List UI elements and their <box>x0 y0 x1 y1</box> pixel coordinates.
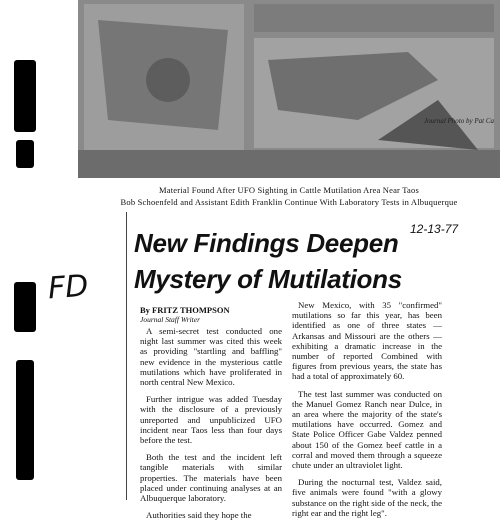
byline: By FRITZ THOMPSON <box>140 305 230 315</box>
photo-caption <box>78 180 500 212</box>
handwritten-date: 12-13-77 <box>410 222 459 236</box>
headline-line-2: Mystery of Mutilations <box>134 264 402 294</box>
binder-mark-lower <box>16 360 34 480</box>
caption-line-1: Material Found After UFO Sighting in Cattle Mutilation Area Near Taos <box>159 185 419 195</box>
byline-title: Journal Staff Writer <box>140 315 200 324</box>
paragraph: Authorities said they hope the <box>146 510 252 521</box>
paragraph: Both the test and the incident left tangible materials with similar properties. The materials have been placed under continuing analyses at an Albuquerque laboratory. <box>140 452 282 504</box>
paragraph: A semi-secret test conducted one night last summer was cited this week as providing "startling and baffling" new evidence in the mysterious cattle mutilations which have proliferated in north central New Mexico. <box>140 326 282 388</box>
binder-mark-top <box>14 60 36 132</box>
paragraph: New Mexico, with 35 "confirmed" mutilations so far this year, has been identified as one of three states — Arkansas and Missouri are the others — exhibiting a dramatic increase in the number of reported Combined with figures from previous years, the state has had a total of approximately 60. <box>292 300 442 382</box>
caption-line-2: Bob Schoenfeld and Assistant Edith Franklin Continue With Laboratory Tests in Albuquerque <box>120 197 458 207</box>
binder-mark-bottom <box>14 282 36 332</box>
paragraph: During the nocturnal test, Valdez said, five animals were found "with a glowy substance on the right side of the neck, the right ear and the right leg". <box>292 477 442 518</box>
paragraph: The test last summer was conducted on the Manuel Gomez Ranch near Dulce, in an area where the majority of the state's mutilations have occurred. Gomez and State Police Officer Gabe Valdez penned about 150 of the Gomez beef cattle in a corral and moved them through a squeeze chute under an ultraviolet light. <box>292 388 442 471</box>
headline-line-1: New Findings Deepen <box>134 228 399 258</box>
photo-credit: Journal Photo by Pat Ca <box>424 117 494 125</box>
article-column-left <box>140 326 282 527</box>
paragraph: Further intrigue was added Tuesday with the disclosure of a previously unreported and unpublicized UFO incident near Taos less than four days before the test. <box>140 394 282 446</box>
binder-mark-middle <box>16 140 34 168</box>
article-photo <box>78 0 500 178</box>
handwritten-annotation: FD <box>46 268 90 307</box>
article-column-right <box>292 300 442 525</box>
